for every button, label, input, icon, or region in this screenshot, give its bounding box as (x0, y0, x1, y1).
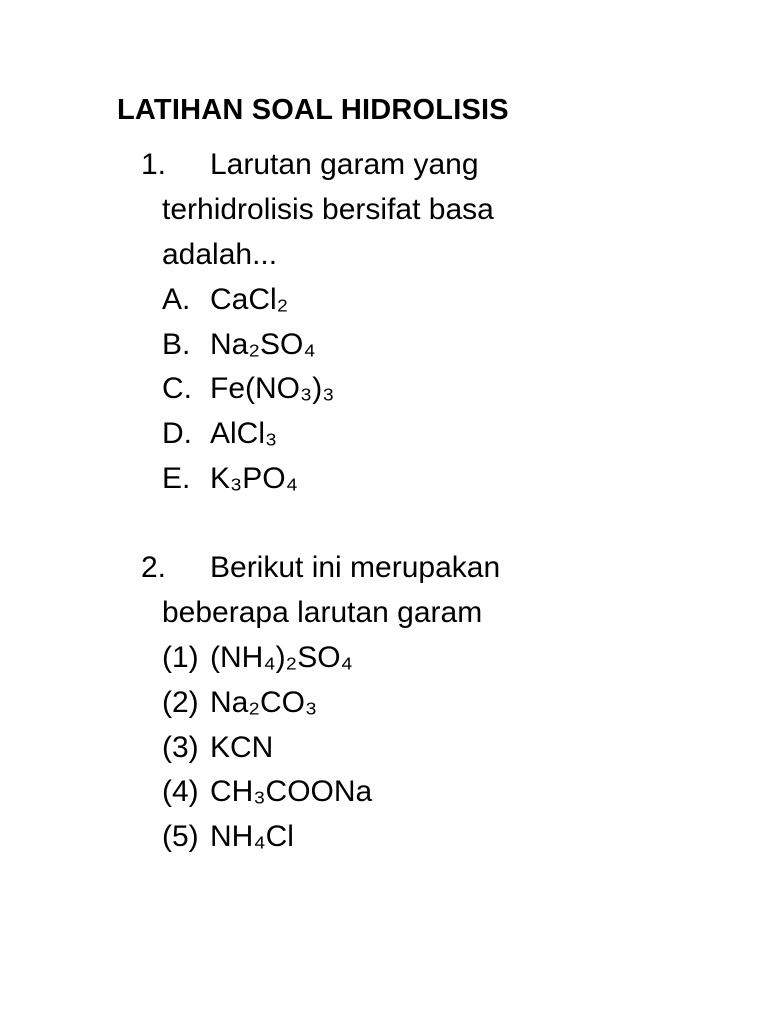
option-label: B. (162, 328, 191, 361)
option-text: K₃PO₄ (210, 462, 298, 495)
option-text: AlCl₃ (210, 417, 278, 450)
question-stem-line: Larutan garam yang (210, 148, 479, 181)
option-label: C. (162, 372, 192, 405)
question-number: 1. (141, 148, 167, 181)
option-text: Fe(NO₃)₃ (210, 372, 335, 405)
question-stem-line: adalah... (162, 238, 278, 271)
list-item-label: (2) (162, 686, 199, 719)
list-item-text: CH₃COONa (210, 775, 373, 808)
list-item-text: (NH₄)₂SO₄ (210, 641, 353, 674)
document-title: LATIHAN SOAL HIDROLISIS (117, 94, 509, 126)
list-item-text: NH₄Cl (210, 820, 294, 853)
option-text: Na₂SO₄ (210, 328, 316, 361)
list-item-label: (3) (162, 731, 199, 764)
question-stem-line: beberapa larutan garam (162, 596, 483, 629)
question-stem-line: Berikut ini merupakan (210, 551, 501, 584)
question-stem-line: terhidrolisis bersifat basa (162, 193, 494, 226)
option-text: CaCl₂ (210, 283, 289, 316)
question-number: 2. (141, 551, 167, 584)
list-item-label: (4) (162, 775, 199, 808)
option-label: E. (162, 462, 191, 495)
option-label: A. (162, 283, 191, 316)
list-item-text: KCN (210, 731, 274, 764)
list-item-label: (5) (162, 820, 199, 853)
list-item-text: Na₂CO₃ (210, 686, 318, 719)
list-item-label: (1) (162, 641, 199, 674)
option-label: D. (162, 417, 192, 450)
